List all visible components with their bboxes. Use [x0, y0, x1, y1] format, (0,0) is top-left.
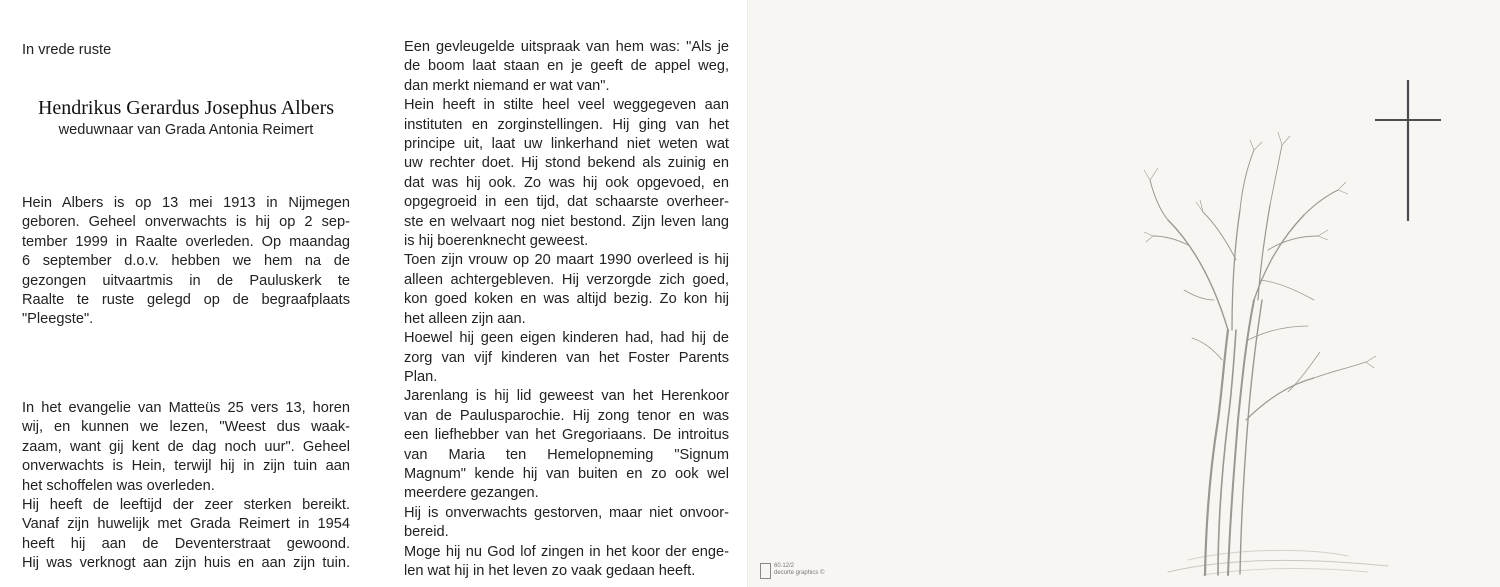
deceased-name: Hendrikus Gerardus Josephus Albers: [37, 97, 335, 119]
text-line: een liefhebber van het Gregoriaans. De introitus: [404, 427, 729, 444]
text-line: wij, en kunnen we lezen, "Weest dus waak-: [22, 419, 350, 436]
text-line: Hein Albers is op 13 mei 1913 in Nijmegen: [22, 195, 350, 211]
text-line: opgegroeid in een tijd, dat schaarste overheer-: [404, 194, 729, 211]
text-line: bereid.: [404, 524, 449, 541]
text-line: uw rechter doet. Hij stond bekend als zuinig en: [404, 155, 729, 172]
text-line: instituten en zorginstellingen. Hij ging van het: [404, 116, 729, 133]
imprint-code: 60.12/2: [774, 563, 795, 569]
text-line: Hoewel hij geen eigen kinderen had, had hij de: [404, 330, 729, 347]
text-line: Moge hij nu God lof zingen in het koor der enge-: [404, 543, 729, 560]
text-line: Hein heeft in stilte heel veel weggegeven aan: [404, 97, 729, 114]
text-line: Plan.: [404, 368, 438, 385]
imprint-brand: decorte graphics ©: [774, 570, 825, 576]
text-line: len wat hij in het leven zo vaak gedaan heeft.: [404, 562, 696, 579]
text-line: Toen zijn vrouw op 20 maart 1990 overleed is hij: [404, 252, 729, 269]
text-line: heeft hij aan de Deventerstraat gewoond.: [22, 535, 350, 552]
text-line: het schoffelen was overleden.: [22, 477, 215, 494]
printer-imprint: [774, 563, 824, 577]
text-line: Een gevleugelde uitspraak van hem was: "Als je: [404, 39, 729, 55]
text-line: ste en welvaart nog niet bestond. Zijn leven lang: [404, 213, 729, 230]
text-line: dan merkt niemand er wat van".: [404, 77, 610, 94]
header-in-vrede-ruste: In vrede ruste: [22, 42, 112, 58]
text-line: de boom laat staan en je geeft de appel weg,: [404, 58, 729, 75]
paragraph-life-story: [404, 38, 729, 581]
text-line: tember 1999 in Raalte overleden. Op maandag: [22, 233, 350, 250]
paragraph-gospel: [22, 399, 350, 574]
text-line: principe uit, laat uw linkerhand niet weten wat: [404, 136, 729, 153]
cross-icon: [1373, 78, 1443, 223]
text-line: Raalte te ruste gelegd op de begraafplaats: [22, 292, 350, 309]
text-line: 6 september d.o.v. hebben we hem na de: [22, 253, 350, 270]
text-line: "Pleegste".: [22, 311, 94, 328]
card-inner-left-page: [0, 0, 748, 587]
text-line: is hij boerenknecht geweest.: [404, 233, 589, 250]
text-line: meerdere gezangen.: [404, 485, 539, 502]
text-line: Hij heeft de leeftijd der zeer sterken bereikt.: [22, 497, 350, 514]
text-line: onverwachts is Hein, terwijl hij in zijn tuin aan: [22, 458, 350, 475]
text-line: Vanaf zijn huwelijk met Grada Reimert in 1954: [22, 516, 350, 533]
text-line: het alleen zijn aan.: [404, 310, 526, 327]
text-line: geboren. Geheel onverwachts is hij op 2 sep-: [22, 214, 350, 231]
text-line: van de Paulusparochie. Hij zong tenor en was: [404, 407, 729, 424]
text-line: alleen achtergebleven. Hij verzorgde zich goed,: [404, 271, 729, 288]
text-line: van Maria ten Hemelopneming "Signum: [404, 446, 729, 463]
text-line: gezongen uitvaartmis in de Pauluskerk te: [22, 272, 350, 289]
text-line: Hij was verknogt aan zijn huis en aan zijn tuin.: [22, 555, 350, 572]
widower-of: weduwnaar van Grada Antonia Reimert: [58, 122, 314, 138]
text-line: In het evangelie van Matteüs 25 vers 13, horen: [22, 400, 350, 416]
text-line: kon goed koken en was altijd bezig. Zo kon hij: [404, 291, 729, 308]
text-line: dat was hij ook. Zo was hij ook opgevoed, en: [404, 174, 729, 191]
paragraph-birth-death: [22, 194, 350, 330]
text-line: zaam, want gij kent de dag noch uur". Geheel: [22, 438, 350, 455]
text-line: Magnum" kende hij van buiten en zo ook wel: [404, 465, 729, 482]
text-line: Jarenlang is hij lid geweest van het Herenkoor: [404, 388, 729, 405]
printer-logo-icon: [760, 563, 771, 579]
text-line: zorg van vijf kinderen van het Foster Parents: [404, 349, 729, 366]
card-inner-right-page: [748, 0, 1500, 587]
text-line: Hij is onverwachts gestorven, maar niet onvoor-: [404, 504, 729, 521]
